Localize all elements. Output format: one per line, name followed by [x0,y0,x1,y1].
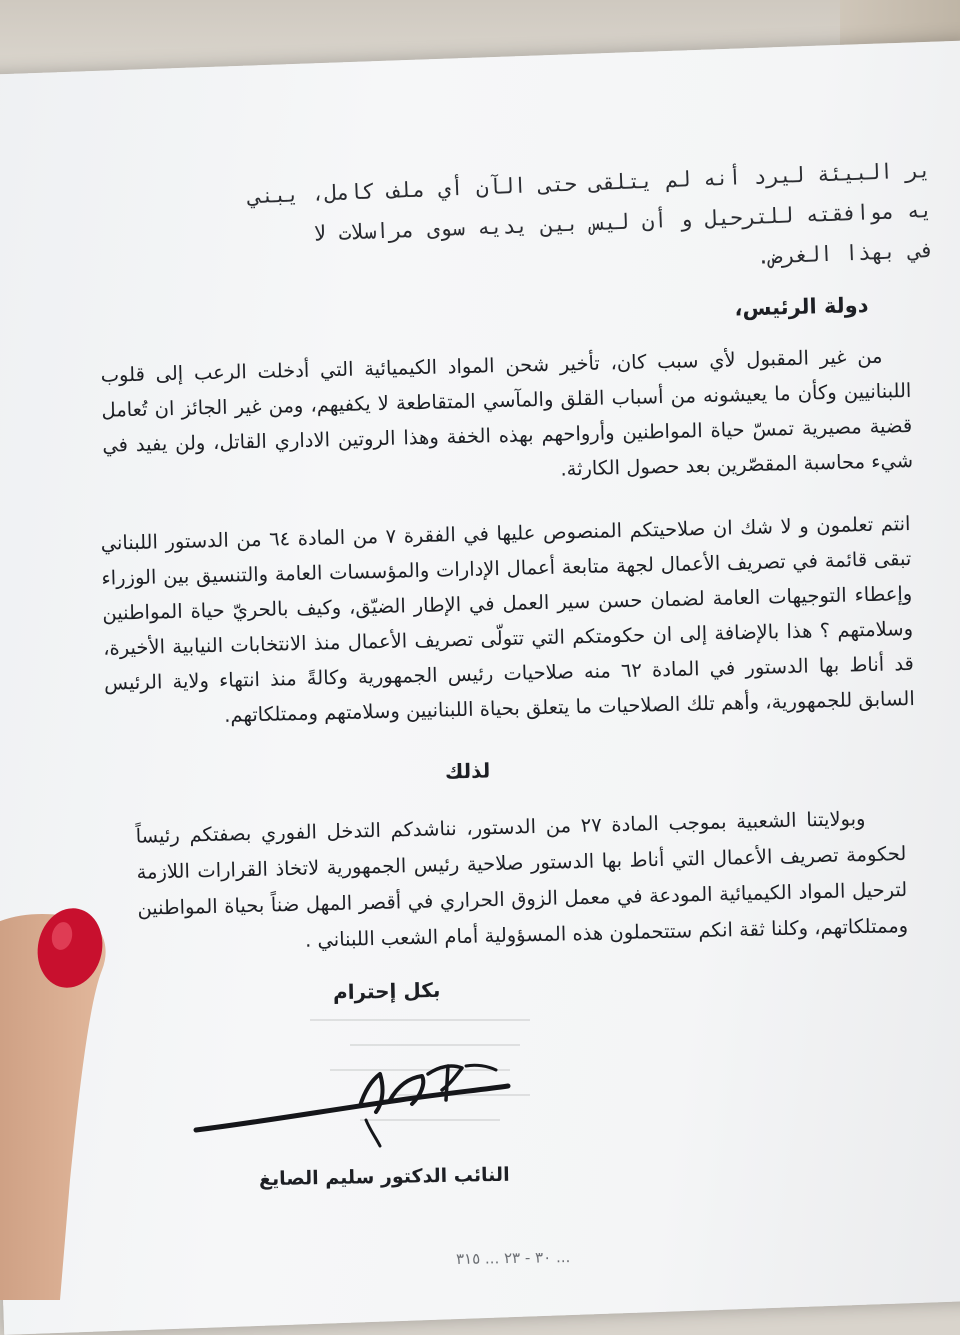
therefore-heading: لذلك [444,758,491,784]
paragraph-1: من غير المقبول لأي سبب كان، تأخير شحن المواد الكيميائية التي أدخلت الرعب إلى قلوب اللبنانيين وكأن ما يعيشونه من أسباب القلق والمآسي المتقاطعة لا يكفيهم، ومن غير الجائز ان تُعامل قضية مصيرية تمسّ حياة المواطنين وأرواحهم بهذه الخفة وهذا الروتين الاداري القاتل، ولن يفيد في شيء محاسبة المقصّرين بعد حصول الكارثة. [100,344,914,481]
typed-line: يه موافقته للترحيل و أن ليس بين يديه سوى مراسلات لا [312,197,933,246]
signer-name: النائب الدكتور سليم الصايغ [259,1163,511,1191]
signature [190,1060,520,1155]
paragraph-3: وبولايتنا الشعبية بموجب المادة ٢٧ من الدستور، نناشدكم التدخل الفوري بصفتكم رئيساً لحكومة تصريف الأعمال التي أناط بها الدستور صلاحية رئيس الجمهورية لاتخاذ القرارات اللازمة لترحيل المواد الكيميائية المودعة في معمل الزوق الحراري في أقصر المهل ضناً بحياة المواطنين وممتلكاتهم، وكلنا ثقة انكم ستتحملون هذه المسؤولية أمام الشعب اللبناني . [135,806,909,952]
typed-line: ير البيئة ليرد أنه لم يتلقى حتى الآن أي ملف كامل، يبني [248,157,932,209]
salutation: دولة الرئيس، [734,292,869,321]
hand-holding-paper [0,880,120,1300]
footer-reference: ... ٣٠ - ٢٣ ... ٣١٥ [455,1248,571,1268]
typed-intro [171,150,935,299]
typed-line: في بهذا الغرض. [756,237,935,269]
paragraph-2: انتم تعلمون و لا شك ان صلاحيتكم المنصوص عليها في الفقرة ٧ من المادة ٦٤ من الدستور اللبناني تبقى قائمة في تصريف الأعمال لجهة متابعة أعمال الإدارات والمؤسسات العامة والتنسيق بين الوزراء وإعطاء التوجيهات العامة لضمان حسن سير العمل في الإطار الضيّق، وكيف بالحريّ حياة المواطنين وسلامتهم ؟ هذا بالإضافة إلى ان حكومتكم التي تتولّى تصريف الأعمال منذ الانتخابات النيابية الأخيرة، قد أناط بها الدستور في المادة ٦٢ منه صلاحيات رئيس الجمهورية وكالةً منذ انتهاء ولاية الرئيس السابق للجمهورية، وأهم تلك الصلاحيات ما يتعلق بحياة اللبنانيين وسلامتهم وممتلكاتهم. [100,511,915,727]
closing-regards: بكل إحترام [332,977,441,1005]
